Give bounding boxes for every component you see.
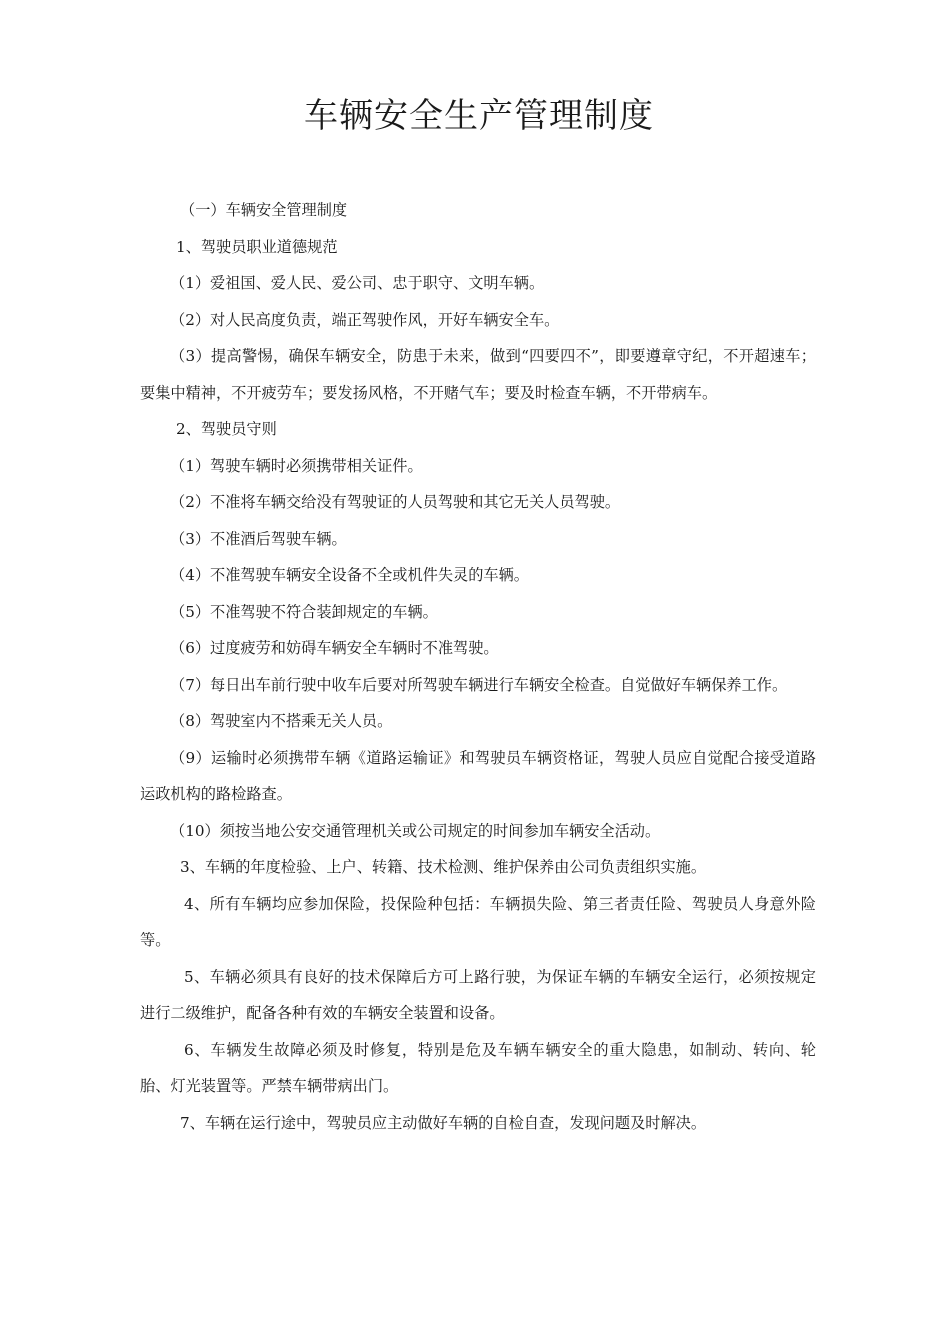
document-body	[140, 192, 816, 1141]
numbered-item: 6、车辆发生故障必须及时修复，特别是危及车辆车辆安全的重大隐患，如制动、转向、轮胎、灯光装置等。严禁车辆带病出门。	[140, 1040, 816, 1095]
subsection-heading: 1、驾驶员职业道德规范	[176, 237, 338, 256]
paragraph: （9）运输时必须携带车辆《道路运输证》和驾驶员车辆资格证，驾驶人员应自觉配合接受道路运政机构的路检路查。	[140, 748, 816, 803]
paragraph: （3）不准酒后驾驶车辆。	[170, 529, 347, 548]
paragraph: （1）爱祖国、爱人民、爱公司、忠于职守、文明车辆。	[170, 274, 545, 292]
paragraph: （4）不准驾驶车辆安全设备不全或机件失灵的车辆。	[170, 566, 529, 584]
document-title: 车辆安全生产管理制度	[304, 96, 654, 136]
paragraph: （3）提高警惕，确保车辆安全，防患于未来，做到“四要四不”，即要遵章守纪，不开超速车；要集中精神，不开疲劳车；要发扬风格，不开赌气车；要及时检查车辆，不开带病车。	[140, 347, 816, 402]
paragraph: （1）驾驶车辆时必须携带相关证件。	[170, 456, 423, 475]
paragraph: （7）每日出车前行驶中收车后要对所驾驶车辆进行车辆安全检查。自觉做好车辆保养工作。	[170, 675, 788, 694]
numbered-item: 3、车辆的年度检验、上户、转籍、技术检测、维护保养由公司负责组织实施。	[180, 858, 707, 876]
section-heading: （一）车辆安全管理制度	[180, 201, 348, 219]
paragraph: （2）不准将车辆交给没有驾驶证的人员驾驶和其它无关人员驾驶。	[170, 493, 621, 511]
numbered-item: 7、车辆在运行途中，驾驶员应主动做好车辆的自检自查，发现问题及时解决。	[180, 1113, 707, 1132]
paragraph: （2）对人民高度负责，端正驾驶作风，开好车辆安全车。	[170, 310, 560, 329]
paragraph: （5）不准驾驶不符合装卸规定的车辆。	[170, 602, 438, 621]
paragraph: （8）驾驶室内不搭乘无关人员。	[170, 712, 393, 730]
subsection-heading: 2、驾驶员守则	[176, 420, 277, 438]
paragraph: （10）须按当地公安交通管理机关或公司规定的时间参加车辆安全活动。	[170, 821, 661, 840]
numbered-item: 4、所有车辆均应参加保险，投保险种包括：车辆损失险、第三者责任险、驾驶员人身意外险等。	[140, 894, 816, 949]
numbered-item: 5、车辆必须具有良好的技术保障后方可上路行驶，为保证车辆的车辆安全运行，必须按规定进行二级维护，配备各种有效的车辆安全装置和设备。	[140, 967, 816, 1022]
paragraph: （6）过度疲劳和妨碍车辆安全车辆时不准驾驶。	[170, 639, 499, 657]
